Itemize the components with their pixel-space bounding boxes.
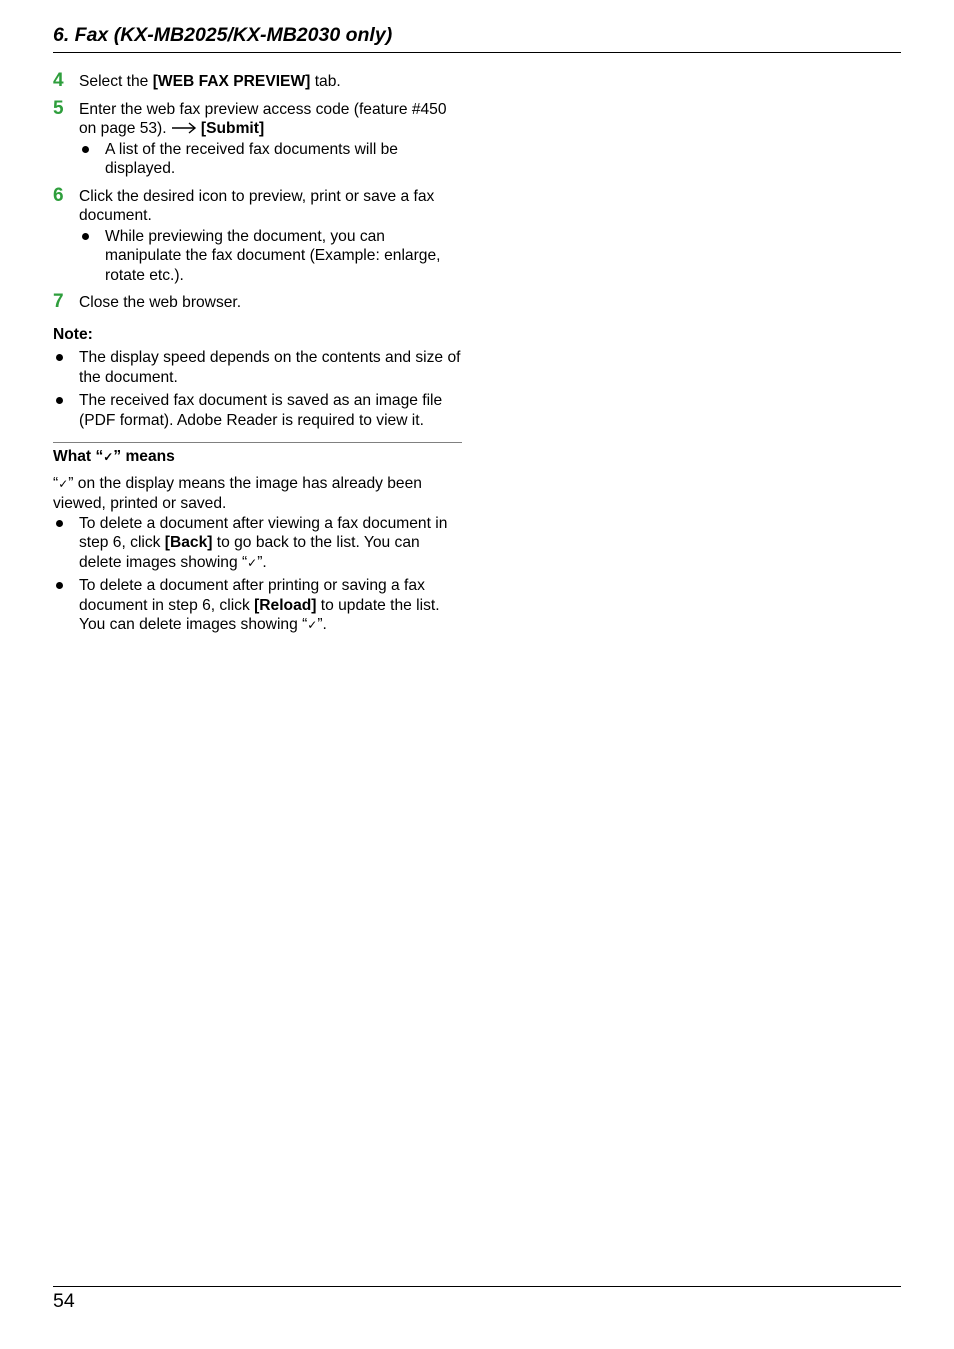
check-icon: ✓ bbox=[307, 618, 318, 632]
list-item: The received fax document is saved as an image file (PDF format). Adobe Reader is required to view it. bbox=[53, 391, 462, 430]
step-5 bbox=[53, 97, 462, 179]
page-header bbox=[53, 22, 901, 53]
note-list bbox=[53, 348, 462, 430]
step-number: 7 bbox=[53, 291, 64, 312]
note-heading: Note: bbox=[53, 325, 93, 343]
submit-label: [Submit] bbox=[200, 120, 265, 137]
step-text: Close the web browser. bbox=[79, 294, 242, 311]
check-icon: ✓ bbox=[247, 555, 258, 570]
check-icon: ✓ bbox=[58, 476, 69, 491]
step-4 bbox=[53, 72, 462, 92]
step-7 bbox=[53, 293, 462, 313]
divider bbox=[53, 442, 462, 443]
step-text: Click the desired icon to preview, print or save a fax document. bbox=[79, 187, 435, 224]
list-item: While previewing the document, you can manipulate the fax document (Example: enlarge, rotate etc.). bbox=[79, 227, 462, 286]
page-number: 54 bbox=[53, 1290, 75, 1312]
list-item: A list of the received fax documents will be displayed. bbox=[79, 140, 462, 179]
main-content bbox=[53, 72, 462, 636]
list-item: The display speed depends on the contents and size of the document. bbox=[53, 348, 462, 387]
arrow-right-icon bbox=[171, 122, 197, 134]
page-footer bbox=[53, 1286, 901, 1312]
reload-label: [Reload] bbox=[254, 596, 317, 614]
step-text: tab. bbox=[310, 73, 341, 90]
step-6 bbox=[53, 184, 462, 286]
step-number: 4 bbox=[53, 70, 64, 91]
section-title: 6. Fax (KX-MB2025/KX-MB2030 only) bbox=[53, 24, 393, 46]
what-means-heading: What “✓” means bbox=[53, 448, 175, 465]
step-text: Select the bbox=[79, 73, 153, 90]
tab-name: [WEB FAX PREVIEW] bbox=[152, 73, 311, 90]
step-number: 5 bbox=[53, 97, 64, 119]
check-icon: ✓ bbox=[103, 450, 114, 464]
list-item: To delete a document after viewing a fax document in step 6, click [Back] to go back to the list. You can delete images showing “✓”. bbox=[53, 514, 462, 574]
what-means-intro: “✓” on the display means the image has already been viewed, printed or saved. bbox=[53, 474, 422, 512]
back-label: [Back] bbox=[164, 534, 213, 551]
list-item: To delete a document after printing or saving a fax document in step 6, click [Reload] to update the list. You can delete images showing “✓”. bbox=[53, 576, 462, 636]
step-text: Enter the web fax preview access code (feature #450 on page 53). bbox=[79, 100, 447, 137]
step-number: 6 bbox=[53, 184, 64, 206]
